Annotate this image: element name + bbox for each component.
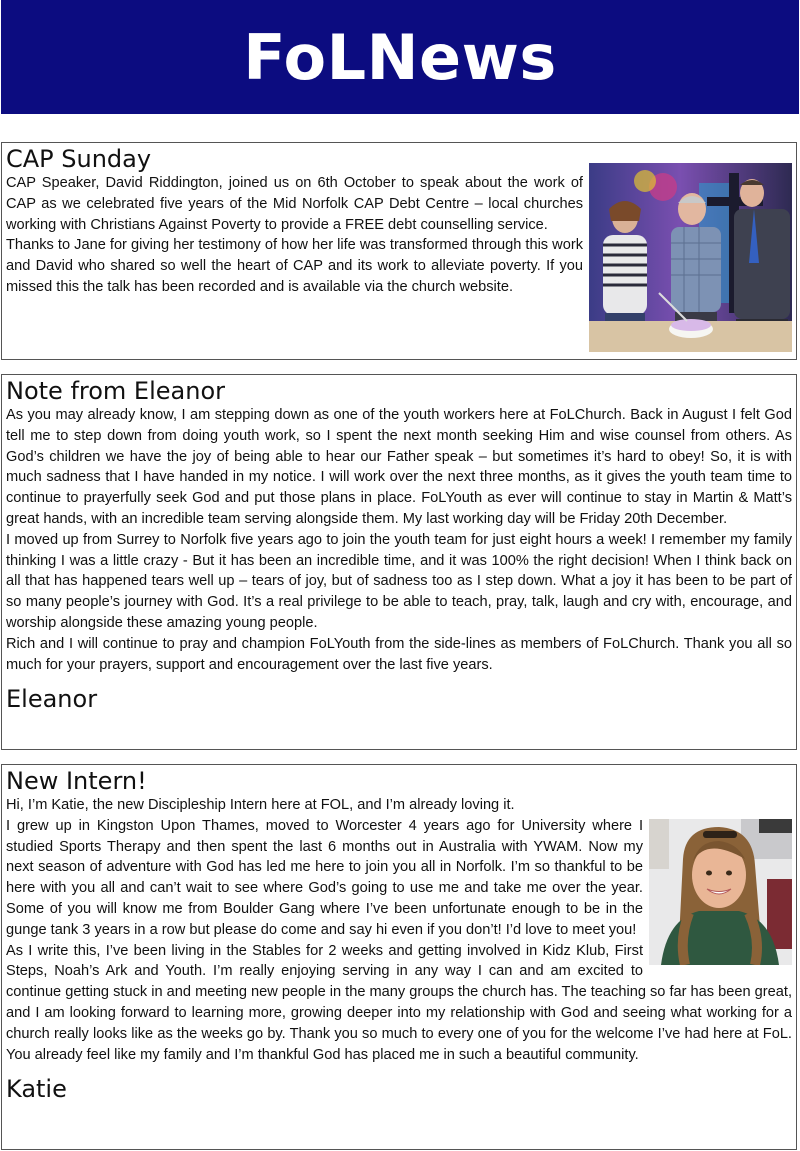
eleanor-paragraph-2: I moved up from Surrey to Norfolk five years ago to join the youth team for just eight hours a week! I remember my family thinking I was a little crazy - But it has been an incredible time, and it was 100% the right decision! When I think back on all that has happened tears well up – tears of joy, but of sadness too as I step down. What a joy it has been to be part of so many people’s journey with God. It’s a real privilege to be able to teach, pray, talk, laugh and cry with, encourage, and worship alongside these amazing young people. [6,531,792,631]
note-from-eleanor-article [1,374,797,750]
cap-sunday-paragraph-1: CAP Speaker, David Riddington, joined us on 6th October to speak about the work of CAP as we celebrated five years of the Mid Norfolk CAP Debt Centre – local churches working with Christians Against Poverty to provide a FREE debt counselling service. [6,175,583,233]
masthead [1,0,799,114]
newsletter-title: FoLNews [243,20,557,94]
eleanor-signature: Eleanor [6,685,98,714]
new-intern-article [1,764,797,1150]
katie-photo [649,819,792,965]
cap-sunday-paragraph-2: Thanks to Jane for giving her testimony of how her life was transformed through this work and David who shared so well the heart of CAP and its work to alleviate poverty. If you missed this the talk has been recorded and is available via the church website. [6,237,583,295]
intern-paragraph-2: I grew up in Kingston Upon Thames, moved to Worcester 4 years ago for University where I studied Sports Therapy and then spent the last 6 months out in Australia with YWAM. Now my next season of adventure with God has led me here to join you all in Norfolk. I’m so thankful to be here with you all and can’t wait to see where God’s going to use me and take me over the year. Some of you will know me from Boulder Gang where I’ve been unfortunate enough to be in the gunge tank 3 years in a row but please do come and say hi even if you don’t! I’d love to meet you! [6,817,643,938]
intern-paragraph-3: As I write this, I’ve been living in the Stables for 2 weeks and getting involved in Kidz Klub, First Steps, Noah’s Ark and Youth. I’m really enjoying serving in any way I can and am excited to continue getting stuck in and meeting new people in the many groups the church has. The teaching so far has been great, and I am looking forward to learning more, growing deeper into my relationship with God and seeing what working for a church really looks like as the weeks go by. Thank you so much to every one of you for the welcome I’ve had here at FoL. You already feel like my family and I’m thankful God has placed me in such a beautiful community. [6,942,792,1063]
intern-paragraph-1: Hi, I’m Katie, the new Discipleship Intern here at FOL, and I’m already loving it. [6,797,515,813]
katie-signature: Katie [6,1075,67,1104]
cap-sunday-article [1,142,797,360]
cap-sunday-photo [589,163,792,352]
eleanor-paragraph-1: As you may already know, I am stepping down as one of the youth workers here at FoLChurch. Back in August I felt God tell me to step down from doing youth work, so I spent the next month seeking Him and wise counsel from others. As God’s children we have the joy of being able to hear our Father speak – but sometimes it’s hard to obey! So, it is with much sadness that I have handed in my notice. I will work over the next three months, as it gives the youth team time to continue to prayerfully seek God and put those plans in place. FoLYouth as ever will continue to stay in Martin & Matt’s great hands, with an incredible team serving alongside them. My last working day will be Friday 20th December. [6,407,792,527]
cap-sunday-heading: CAP Sunday [6,145,152,173]
eleanor-paragraph-3: Rich and I will continue to pray and champion FoLYouth from the side-lines as members of FoLChurch. Thank you all so much for your prayers, support and encouragement over the last five years. [6,635,792,673]
note-from-eleanor-heading: Note from Eleanor [6,377,225,405]
new-intern-heading: New Intern! [6,767,147,795]
